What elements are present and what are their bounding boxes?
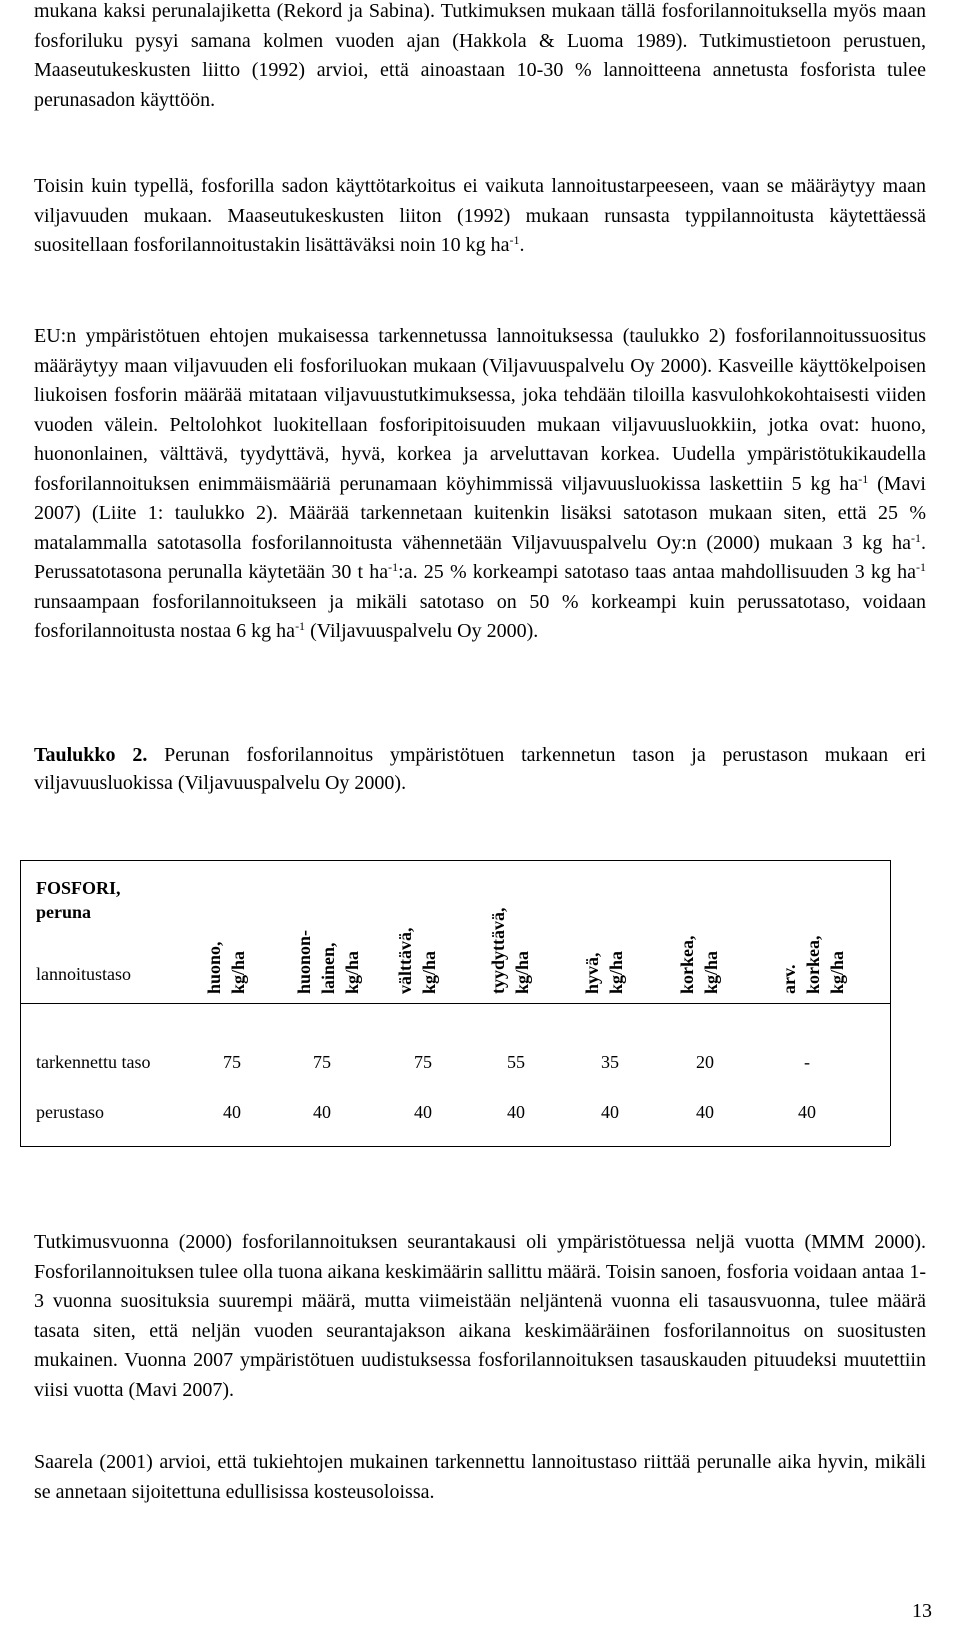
paragraph-5: Saarela (2001) arvioi, että tukiehtojen mukainen tarkennettu lannoitustaso riittää perunalle aika hyvin, mikäli se annetaan sijoitettuna edullisissa kosteusoloissa. — [34, 1451, 926, 1503]
table-bottom-border — [20, 1146, 890, 1147]
table-cell: 40 — [601, 1102, 619, 1122]
table-cell: - — [804, 1052, 810, 1072]
column-header-korkea: korkea, kg/ha — [677, 935, 721, 994]
table-cell: 40 — [696, 1102, 714, 1122]
paragraph-2: Toisin kuin typellä, fosforilla sadon käyttötarkoitus ei vaikuta lannoitustarpeeseen, vaan se määräytyy maan viljavuuden mukaan. Maaseutukeskusten liiton (1992) mukaan runsasta typpilannoitusta käytettäessä suositellaan fosforilannoitustakin lisättäväksi noin 10 kg $ha^{-1}$. — [34, 175, 926, 256]
table-cell: 40 — [313, 1102, 331, 1122]
table-cell: 35 — [601, 1052, 619, 1072]
table-cell: 20 — [696, 1052, 714, 1072]
table-header-divider — [20, 1003, 890, 1004]
table-cell: 75 — [223, 1052, 241, 1072]
column-header-hyva: hyvä, kg/ha — [582, 950, 626, 994]
table-cell: 40 — [223, 1102, 241, 1122]
table-cell: 40 — [798, 1102, 816, 1122]
row-label-perustaso: perustaso — [36, 1102, 104, 1122]
table-caption-label: Taulukko 2. — [34, 744, 148, 766]
table-corner-title: FOSFORI, peruna — [36, 878, 121, 922]
table-cell: 40 — [507, 1102, 525, 1122]
column-header-huono: huono, kg/ha — [204, 941, 248, 994]
table-corner-subtitle: lannoitustaso — [36, 964, 131, 984]
table-cell: 75 — [414, 1052, 432, 1072]
page-number: 13 — [912, 1600, 932, 1622]
table-top-border — [20, 860, 890, 861]
column-header-huononlainen: huonon- lainen, kg/ha — [294, 929, 362, 994]
column-header-arv-korkea: arv. korkea, kg/ha — [779, 935, 847, 994]
column-header-tyydyttava: tyydyttävä, kg/ha — [488, 907, 532, 994]
paragraph-3: EU:n ympäristötuen ehtojen mukaisessa tarkennetussa lannoituksessa (taulukko 2) fosforilannoitussuositus määräytyy maan viljavuuden eli fosforiluokan mukaan (Viljavuuspalvelu Oy 2000). Kasveille käyttökelpoisen liukoisen fosforin määrää mitataan viljavuustutkimuksessa, joka tehdään tiloilla kasvulohkokohtaisesti viiden vuoden välein. Peltolohkot luokitellaan fosforipitoisuuden mukaan viljavuusluokkiin, jotka ovat: huono, huononlainen, välttävä, tyydyttävä, hyvä, korkea ja arveluttavan korkea. Uudella ympäristötukikaudella fosforilannoituksen enimmäismääriä perunamaan köyhimmissä viljavuusluokissa laskettiin 5 kg $ha^{-1}$ (Mavi 2007) (Liite 1: taulukko 2). Määrää tarkennetaan kuitenkin lisäksi satotason mukaan siten, että 25 % matalammalla satotasolla fosforilannoitusta vähennetään Viljavuuspalvelu Oy:n (2000) mukaan 3 kg $ha^{-1}$. Perussatotasona perunalla käytetään 30 t $ha^{-1}:a$. 25 % korkeampi satotaso taas antaa mahdollisuuden 3 kg $ha^{-1}$ runsaampaan fosforilannoitukseen ja mikäli satotaso on 50 % korkeampi kuin perussatotaso, voidaan fosforilannoitusta nostaa 6 kg $ha^{-1}$ (Viljavuuspalvelu Oy 2000). — [34, 325, 926, 642]
table-caption-text: Perunan fosforilannoitus ympäristötuen tarkennetun tason ja perustason mukaan eri viljavuusluokissa (Viljavuuspalvelu Oy 2000). — [34, 744, 926, 794]
table-cell: 55 — [507, 1052, 525, 1072]
paragraph-4: Tutkimusvuonna (2000) fosforilannoituksen seurantakausi oli ympäristötuessa neljä vuotta (MMM 2000). Fosforilannoituksen tulee olla tuona aikana keskimäärin sallittu määrä. Toisin sanoen, fosforia voidaan antaa 1-3 vuonna suosituksia suurempi määrä, mutta viimeistään neljäntenä vuonna eli tasausvuonna, tulee määrä tasata siten, että neljän vuoden seurantajakson aikana keskimääräinen fosforilannoitus on suositusten mukainen. Vuonna 2007 ympäristötuen uudistuksessa fosforilannoituksen tasauskauden pituudeksi muutettiin viisi vuotta (Mavi 2007). — [34, 1231, 926, 1401]
table-caption — [34, 741, 926, 797]
table-cell: 40 — [414, 1102, 432, 1122]
fertilization-table — [20, 860, 890, 1147]
paragraph-1: mukana kaksi perunalajiketta (Rekord ja Sabina). Tutkimuksen mukaan tällä fosforilannoituksella myös maan fosforiluku pysyi samana kolmen vuoden ajan (Hakkola & Luoma 1989). Tutkimustietoon perustuen, Maaseutukeskusten liitto (1992) arvioi, että ainoastaan 10-30 % lannoitteena annetusta fosforista tulee perunasadon käyttöön. — [34, 0, 926, 111]
table-left-border — [20, 860, 21, 1146]
column-header-valttava: välttävä, kg/ha — [395, 927, 439, 994]
table-cell: 75 — [313, 1052, 331, 1072]
table-right-border — [890, 860, 891, 1146]
row-label-tarkennettu-taso: tarkennettu taso — [36, 1052, 151, 1072]
